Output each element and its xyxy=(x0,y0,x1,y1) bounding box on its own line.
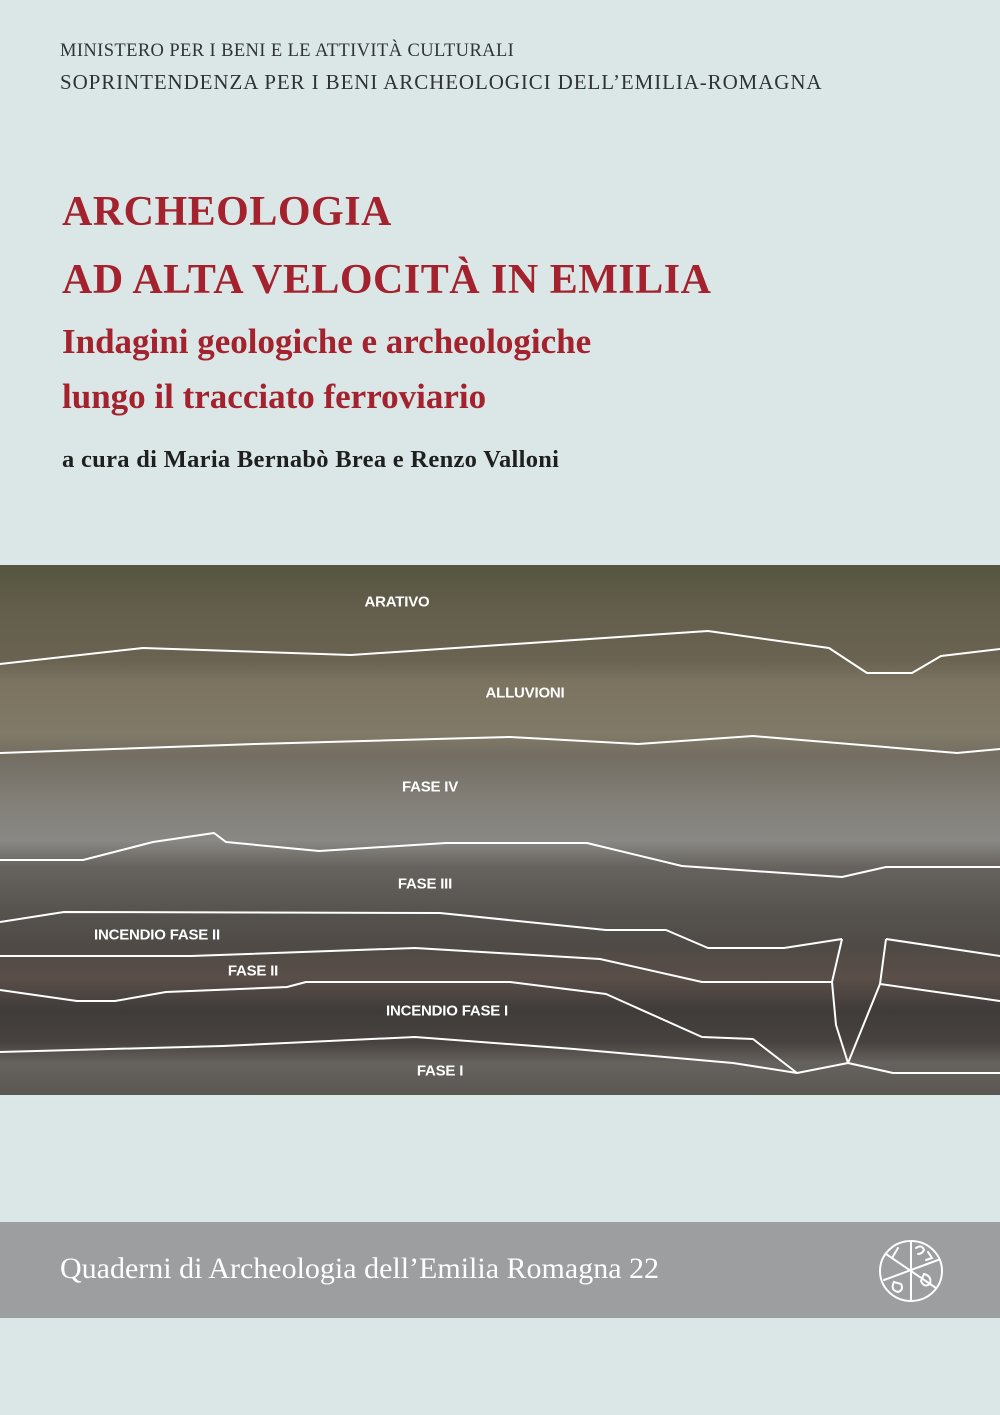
ministry-name: MINISTERO PER I BENI E LE ATTIVITÀ CULTURALI xyxy=(60,41,515,61)
editors: a cura di Maria Bernabò Brea e Renzo Valloni xyxy=(62,446,560,473)
stratigraphy-photo xyxy=(0,565,1000,1095)
label-fase-ii: FASE II xyxy=(227,962,279,980)
strata-line xyxy=(0,982,797,1073)
label-fase-i: FASE I xyxy=(416,1062,464,1080)
subtitle-line-2: lungo il tracciato ferroviario xyxy=(62,377,487,416)
label-fase-iii: FASE III xyxy=(397,875,453,893)
title-line-2: AD ALTA VELOCITÀ IN EMILIA xyxy=(62,257,712,303)
strata-line xyxy=(0,736,1000,753)
series-title: Quaderni di Archeologia dell’Emilia Romagna 22 xyxy=(60,1252,660,1285)
strata-line xyxy=(0,1037,1000,1073)
strata-line xyxy=(0,948,832,982)
strata-line xyxy=(0,833,1000,877)
label-incendio-fase-ii: INCENDIO FASE II xyxy=(94,926,220,944)
strata-line xyxy=(880,984,1000,1001)
label-alluvioni: ALLUVIONI xyxy=(485,684,565,702)
series-band xyxy=(0,1222,1000,1318)
publisher-seal-logo xyxy=(876,1236,946,1306)
title-line-1: ARCHEOLOGIA xyxy=(62,189,392,235)
label-incendio-fase-i: INCENDIO FASE I xyxy=(385,1002,509,1020)
strata-line xyxy=(886,939,1000,956)
trench-outline xyxy=(832,939,886,1063)
label-arativo: ARATIVO xyxy=(364,593,430,611)
strata-line xyxy=(0,631,1000,673)
subtitle-line-1: Indagini geologiche e archeologiche xyxy=(62,322,592,361)
label-fase-iv: FASE IV xyxy=(401,778,459,796)
soprintendenza-name: SOPRINTENDENZA PER I BENI ARCHEOLOGICI DELL’EMILIA-ROMAGNA xyxy=(60,70,823,94)
